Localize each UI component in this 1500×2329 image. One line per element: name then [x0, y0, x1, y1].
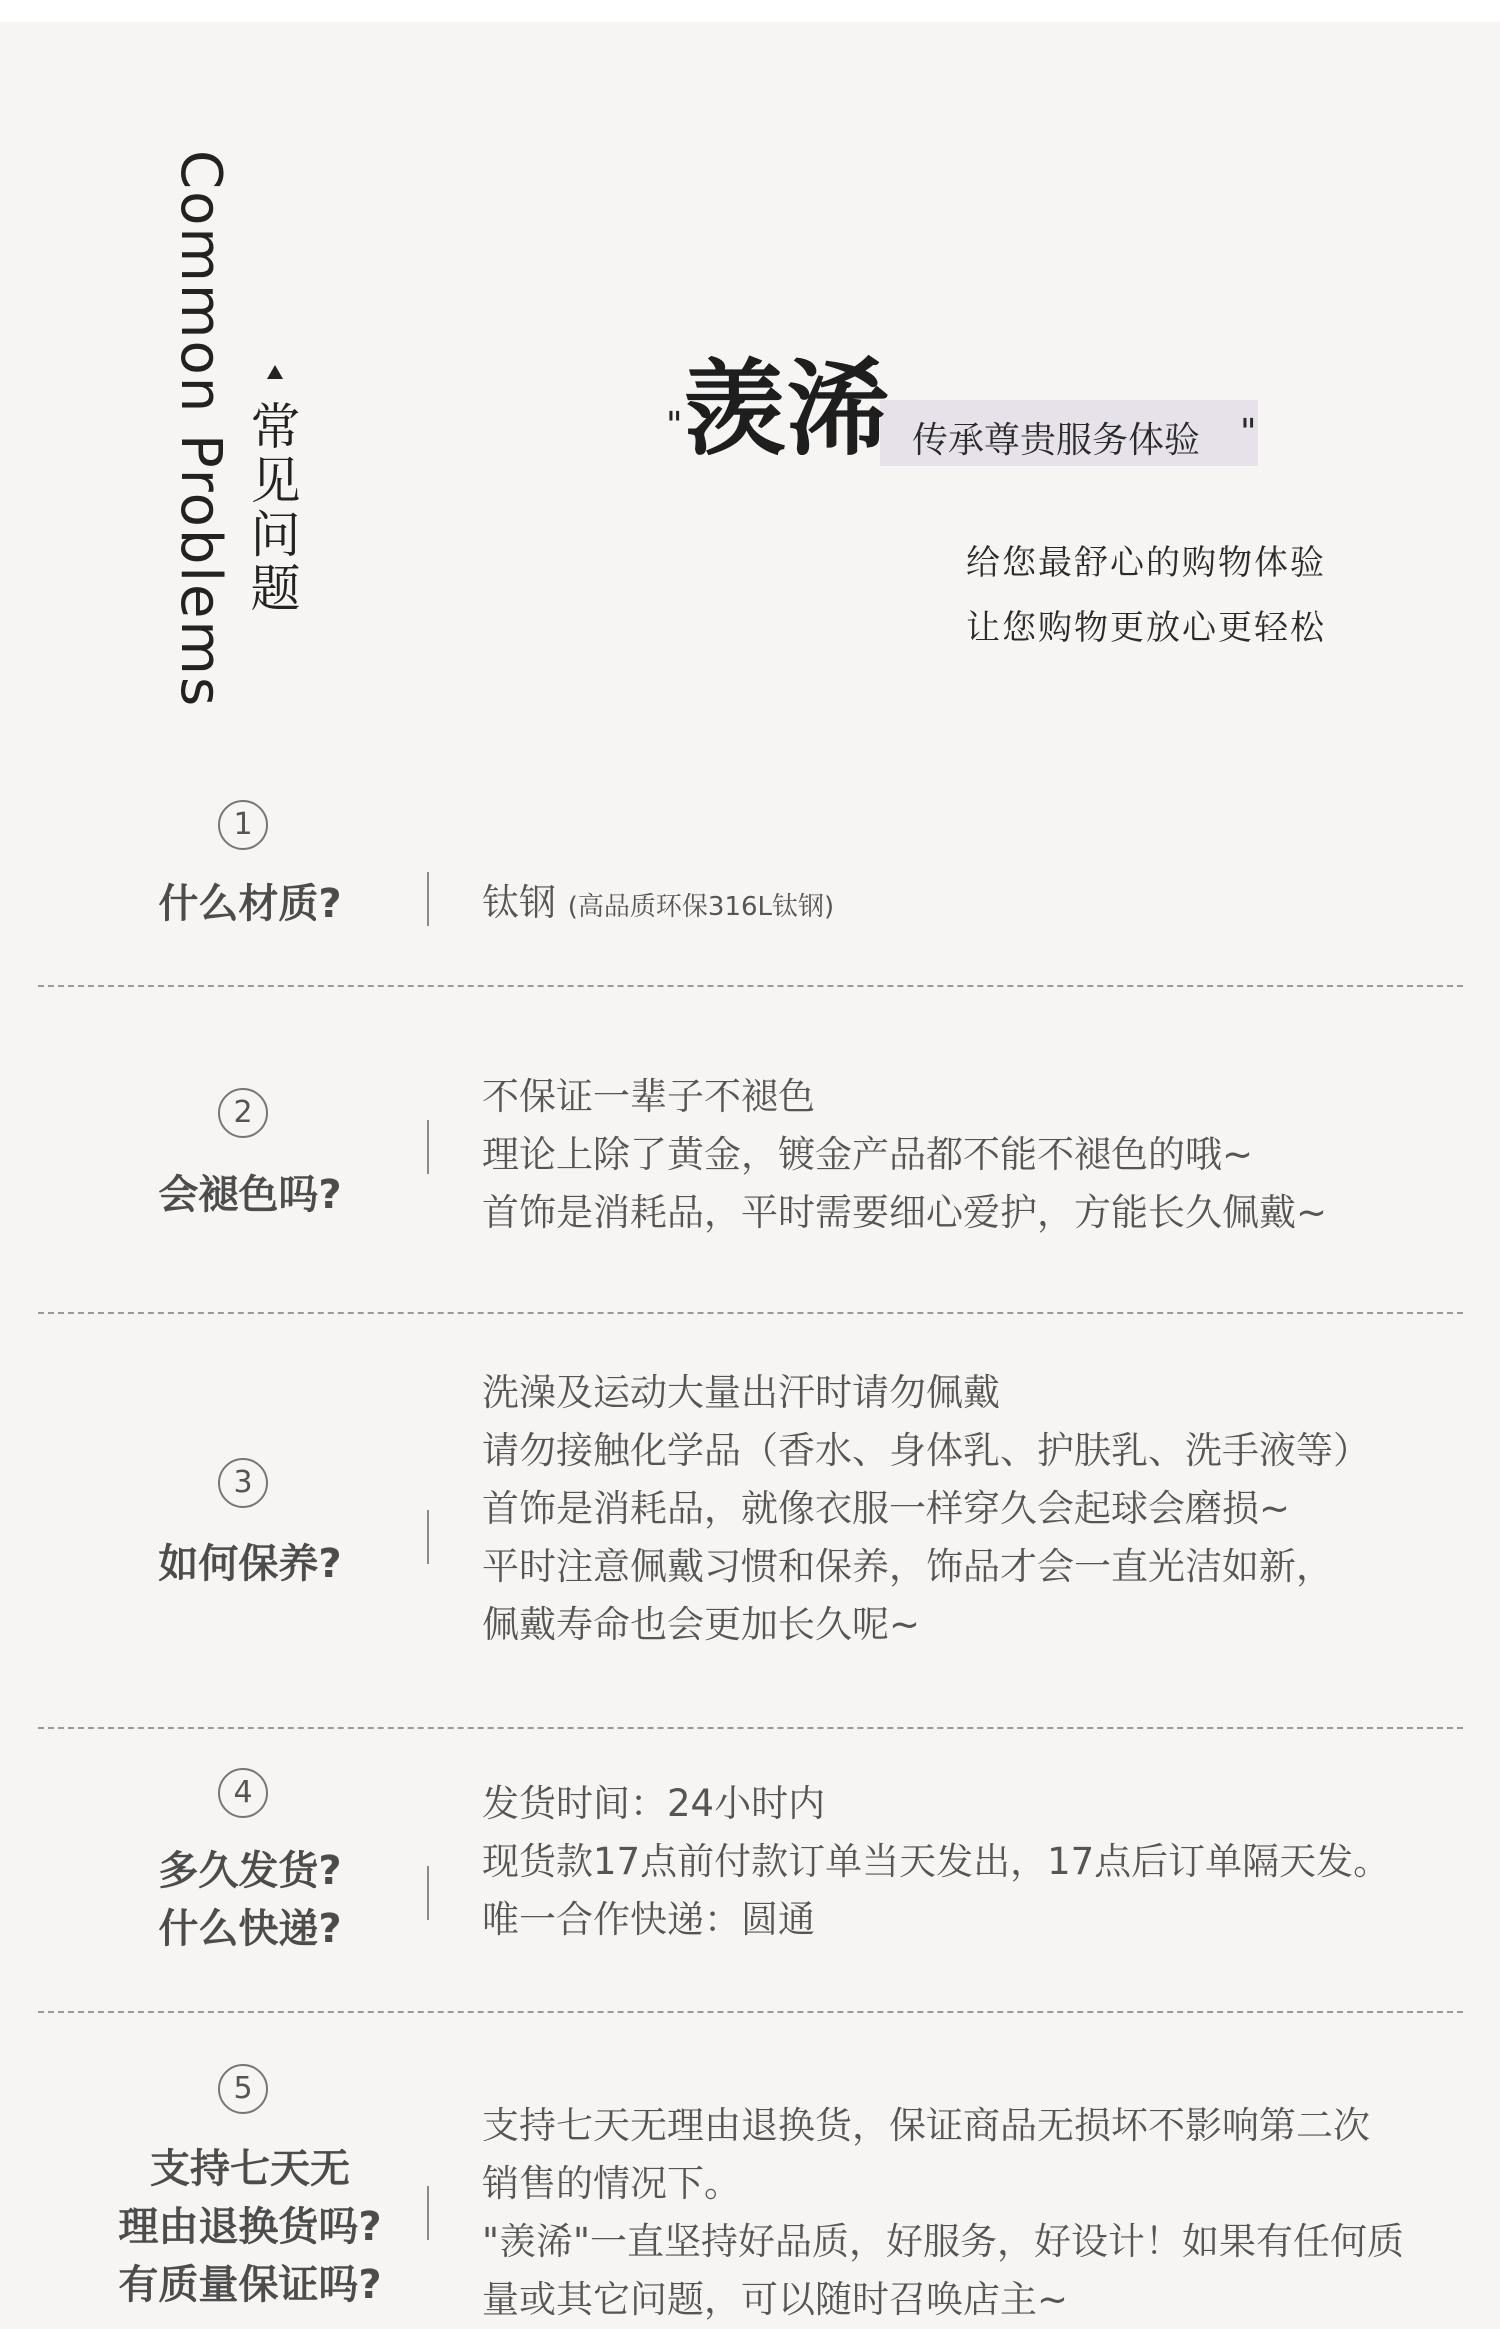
question-5-line-1: 支持七天无 [150, 2146, 350, 2192]
question-5-line-3: 有质量保证吗? [118, 2262, 382, 2308]
answer-line: 首饰是消耗品，平时需要细心爱护，方能长久佩戴~ [482, 1191, 1328, 1234]
answer-1-main: 钛钢 [482, 881, 556, 924]
question-1-line: 什么材质? [158, 881, 342, 927]
dashed-divider [38, 1312, 1463, 1314]
divider-bar [427, 872, 429, 926]
answer-line: 理论上除了黄金，镀金产品都不能不褪色的哦~ [482, 1133, 1254, 1176]
answer-line: 发货时间：24小时内 [482, 1782, 826, 1825]
answer-line: 销售的情况下。 [482, 2162, 741, 2205]
answer-3 [482, 1364, 1370, 1654]
tagline-1: 给您最舒心的购物体验 [966, 543, 1326, 583]
answer-line: 请勿接触化学品（香水、身体乳、护肤乳、洗手液等） [482, 1429, 1370, 1472]
question-3 [100, 1535, 400, 1593]
question-4 [100, 1842, 400, 1958]
number-badge-4: 4 [218, 1768, 268, 1818]
answer-line: 不保证一辈子不褪色 [482, 1075, 815, 1118]
number-badge-2: 2 [218, 1088, 268, 1138]
number-badge-3: 3 [218, 1458, 268, 1508]
english-title: Common Problems [168, 150, 233, 709]
question-1 [100, 875, 400, 933]
question-4-line-1: 多久发货? [158, 1848, 342, 1894]
dashed-divider [38, 1727, 1463, 1729]
question-3-line: 如何保养? [158, 1541, 342, 1587]
brand-open-quote: " [666, 405, 683, 446]
divider-bar [427, 2186, 429, 2240]
divider-bar [427, 1510, 429, 1564]
answer-2 [482, 1068, 1327, 1242]
answer-line: 平时注意佩戴习惯和保养，饰品才会一直光洁如新， [482, 1545, 1333, 1588]
triangle-up-icon [267, 365, 283, 379]
answer-1 [482, 874, 834, 936]
top-band [0, 0, 1500, 22]
number-badge-5: 5 [218, 2064, 268, 2114]
divider-bar [427, 1866, 429, 1920]
question-5-line-2: 理由退换货吗? [118, 2204, 382, 2250]
question-2-line: 会褪色吗? [158, 1172, 342, 1218]
answer-line: 佩戴寿命也会更加长久呢~ [482, 1603, 921, 1646]
brand-close-quote: " [1240, 412, 1257, 453]
answer-line: 首饰是消耗品，就像衣服一样穿久会起球会磨损~ [482, 1487, 1291, 1530]
number-badge-1: 1 [218, 800, 268, 850]
question-5 [100, 2140, 400, 2314]
tagline-2: 让您购物更放心更轻松 [966, 608, 1326, 648]
answer-line: 洗澡及运动大量出汗时请勿佩戴 [482, 1371, 1000, 1414]
dashed-divider [38, 985, 1463, 987]
divider-bar [427, 1120, 429, 1174]
answer-line: 量或其它问题，可以随时召唤店主~ [482, 2278, 1069, 2321]
answer-line: 现货款17点前付款订单当天发出，17点后订单隔天发。 [482, 1840, 1391, 1883]
answer-1-note: (高品质环保316L钛钢) [567, 892, 835, 922]
brand-subtitle: 传承尊贵服务体验 [912, 420, 1201, 461]
answer-line: "羡浠"一直坚持好品质，好服务，好设计！如果有任何质 [482, 2220, 1405, 2263]
question-2 [100, 1166, 400, 1224]
answer-line: 支持七天无理由退换货，保证商品无损坏不影响第二次 [482, 2104, 1370, 2147]
question-4-line-2: 什么快递? [158, 1906, 342, 1952]
chinese-title: 常见问题 [242, 400, 301, 616]
brand-name: 羡浠 [682, 347, 891, 470]
dashed-divider [38, 2011, 1463, 2013]
answer-5 [482, 2097, 1404, 2329]
answer-line: 唯一合作快递：圆通 [482, 1898, 815, 1941]
answer-4 [482, 1775, 1390, 1949]
